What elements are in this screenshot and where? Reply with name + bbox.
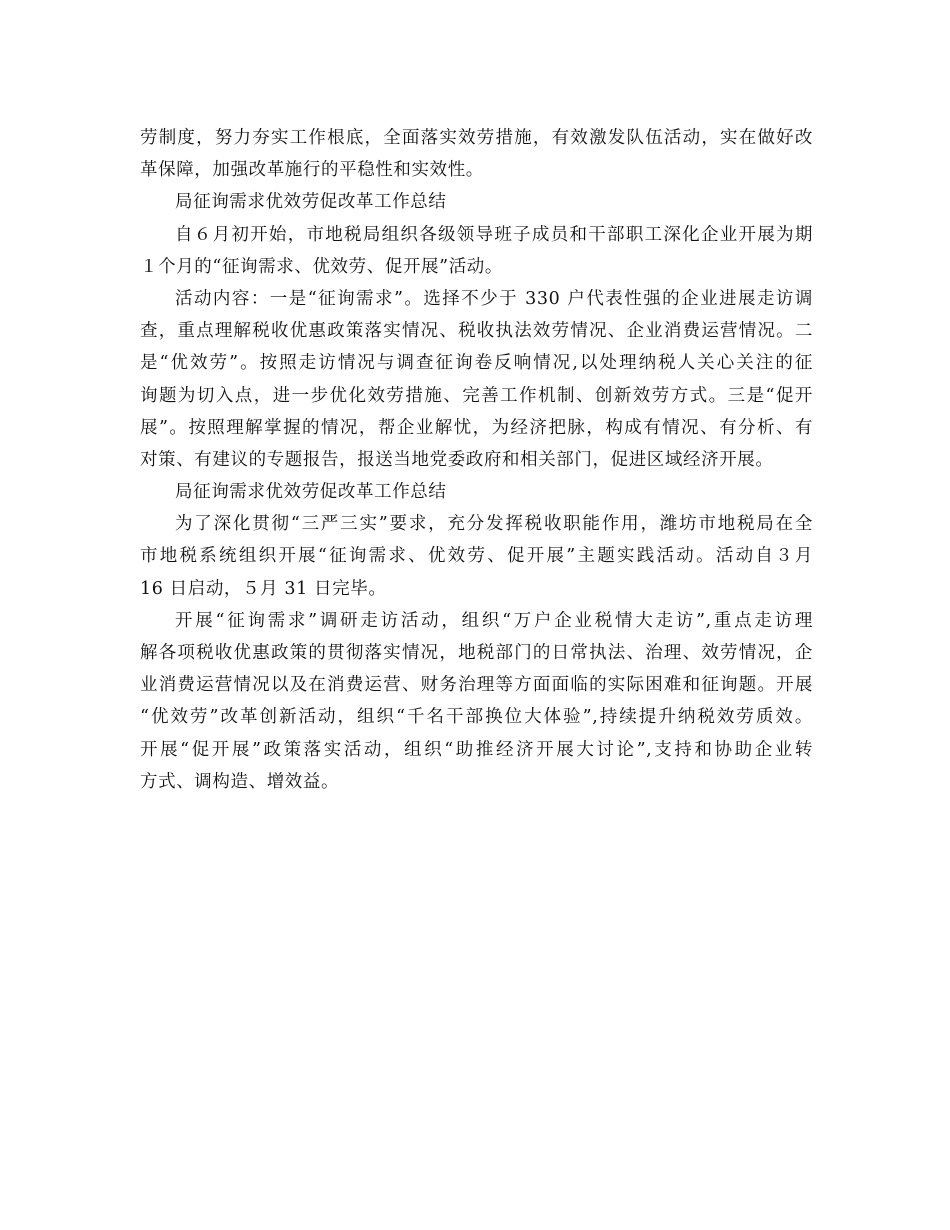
- text-line: 市地税系统组织开展“征询需求、优效劳、促开展”主题实践活动。活动自３月: [140, 546, 813, 567]
- text-line: 开展“征询需求”调研走访活动，组织“万户企业税情大走访”,重点走访理: [175, 610, 813, 631]
- text-line: 方式、调构造、增效益。: [140, 771, 340, 792]
- document-body: [140, 122, 813, 798]
- text-line: １个月的“征询需求、优效劳、促开展”活动。: [140, 256, 503, 277]
- text-line: 为了深化贯彻“三严三实”要求，充分发挥税收职能作用，潍坊市地税局在全: [175, 514, 813, 535]
- text-line: 16 日启动，５月 31 日完毕。: [140, 578, 387, 599]
- text-line: 是“优效劳”。按照走访情况与调查征询卷反响情况,以处理纳税人关心关注的征: [140, 353, 813, 374]
- text-line: 劳制度，努力夯实工作根底，全面落实效劳措施，有效激发队伍活动，实在做好改: [140, 128, 813, 148]
- text-line: 查，重点理解税收优惠政策落实情况、税收执法效劳情况、企业消费运营情况。二: [140, 321, 813, 342]
- text-line: 询题为切入点，进一步优化效劳措施、完善工作机制、创新效劳方式。三是“促开: [140, 385, 813, 406]
- text-line: 革保障，加强改革施行的平稳性和实效性。: [140, 160, 484, 181]
- text-line: 自６月初开始，市地税局组织各级领导班子成员和干部职工深化企业开展为期: [175, 224, 813, 245]
- text-line: 业消费运营情况以及在消费运营、财务治理等方面面临的实际困难和征询题。开展: [140, 675, 813, 696]
- text-line: 解各项税收优惠政策的贯彻落实情况，地税部门的日常执法、治理、效劳情况，企: [140, 643, 813, 663]
- text-line: 开展“促开展”政策落实活动，组织“助推经济开展大讨论”,支持和协助企业转: [140, 739, 813, 760]
- text-line: 活动内容：一是“征询需求”。选择不少于 330 户代表性强的企业进展走访调: [175, 288, 813, 309]
- text-line: 局征询需求优效劳促改革工作总结: [175, 192, 447, 213]
- text-line: 展”。按照理解掌握的情况，帮企业解忧，为经济把脉，构成有情况、有分析、有: [140, 417, 813, 438]
- text-line: 对策、有建议的专题报告，报送当地党委政府和相关部门，促进区域经济开展。: [140, 449, 774, 470]
- text-line: 局征询需求优效劳促改革工作总结: [175, 482, 447, 503]
- text-line: “优效劳”改革创新活动，组织“千名干部换位大体验”,持续提升纳税效劳质效。: [140, 707, 813, 728]
